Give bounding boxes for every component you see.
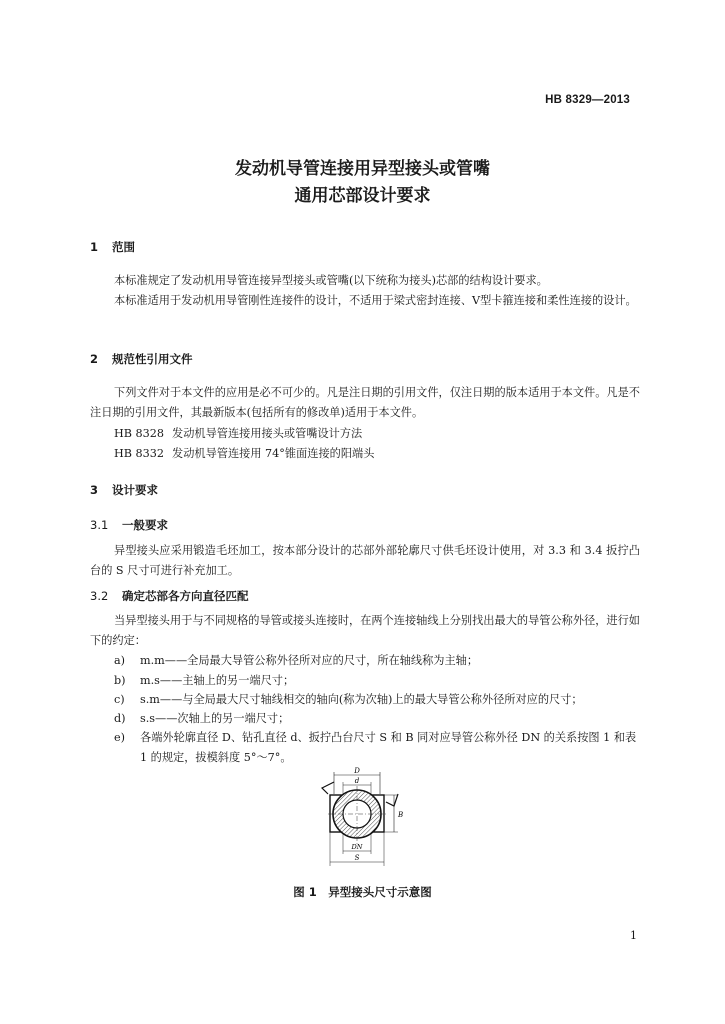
section-number: 3: [90, 483, 99, 497]
dim-label-S: S: [354, 854, 360, 862]
section-1-paragraph-1: 本标准规定了发动机用导管连接异型接头或管嘴(以下统称为接头)芯部的结构设计要求。: [114, 274, 548, 287]
dim-label-d: d: [354, 777, 360, 785]
list-item: [114, 651, 640, 671]
list-item-text: s.m——与全局最大尺寸轴线相交的轴向(称为次轴)上的最大导管公称外径所对应的尺寸；: [140, 693, 583, 706]
reference-title: 发动机导管连接用 74°锥面连接的阳端头: [172, 447, 375, 460]
dim-label-DN: DN: [351, 843, 363, 851]
section-3-2-heading: [90, 588, 249, 604]
fitting-dimension-diagram: [312, 764, 422, 874]
section-title: 设计要求: [112, 483, 158, 497]
list-item-label: b): [114, 674, 126, 687]
section-title: 范围: [112, 240, 135, 254]
standard-number: HB 8329—2013: [545, 94, 630, 106]
list-item-label: e): [114, 731, 125, 744]
list-item-text: 各端外轮廓直径 D、钻孔直径 d、扳拧凸台尺寸 S 和 B 同对应导管公称外径 DN 的关系按图 1 和表 1 的规定，拔模斜度 5°～7°。: [140, 731, 637, 764]
reference-code: HB 8328: [114, 427, 165, 440]
section-1-heading: [90, 239, 135, 255]
figure-caption: 图 1 异型接头尺寸示意图: [293, 885, 432, 899]
draft-mark-right: [386, 794, 398, 806]
draft-mark-left: [322, 782, 334, 794]
document-title-line1: 发动机导管连接用异型接头或管嘴: [235, 159, 490, 179]
section-3-2-paragraph: 当异型接头用于与不同规格的导管或接头连接时，在两个连接轴线上分别找出最大的导管公称外径，进行如下的约定：: [90, 614, 640, 647]
list-item: [114, 671, 640, 691]
reference-entry: [114, 445, 374, 461]
section-3-heading: [90, 482, 158, 498]
page-number: 1: [630, 929, 637, 942]
list-item-label: c): [114, 693, 125, 706]
list-item-text: m.s——主轴上的另一端尺寸；: [140, 674, 295, 687]
subsection-title: 一般要求: [122, 518, 168, 532]
list-item: [114, 690, 640, 710]
section-2-paragraph-1: 下列文件对于本文件的应用是必不可少的。凡是注日期的引用文件，仅注日期的版本适用于本文件。凡是不注日期的引用文件，其最新版本(包括所有的修改单)适用于本文件。: [90, 386, 640, 419]
list-item-label: a): [114, 654, 126, 667]
list-item-text: m.m——全局最大导管公称外径所对应的尺寸，所在轴线称为主轴；: [140, 654, 479, 667]
list-item-label: d): [114, 712, 126, 725]
reference-title: 发动机导管连接用接头或管嘴设计方法: [172, 427, 363, 440]
section-number: 1: [90, 240, 99, 254]
dim-label-D: D: [354, 767, 360, 775]
subsection-title: 确定芯部各方向直径匹配: [122, 589, 249, 603]
dim-label-B: B: [398, 811, 404, 819]
section-3-1-paragraph: 异型接头应采用锻造毛坯加工，按本部分设计的芯部外部轮廓尺寸供毛坯设计使用，对 3.3 和 3.4 扳拧凸台的 S 尺寸可进行补充加工。: [90, 544, 640, 577]
list-item: [114, 709, 640, 729]
reference-code: HB 8332: [114, 447, 165, 460]
reference-entry: [114, 425, 362, 441]
subsection-number: 3.2: [90, 589, 109, 603]
document-title-line2: 通用芯部设计要求: [294, 186, 431, 206]
list-item-text: s.s——次轴上的另一端尺寸；: [140, 712, 290, 725]
section-number: 2: [90, 352, 99, 366]
section-title: 规范性引用文件: [112, 352, 193, 366]
section-3-1-heading: [90, 517, 168, 533]
section-2-heading: [90, 351, 193, 367]
list-item: [114, 728, 640, 768]
section-1-paragraph-2: 本标准适用于发动机用导管刚性连接件的设计，不适用于梁式密封连接、V型卡箍连接和柔性连接的设计。: [114, 294, 637, 307]
subsection-number: 3.1: [90, 518, 109, 532]
